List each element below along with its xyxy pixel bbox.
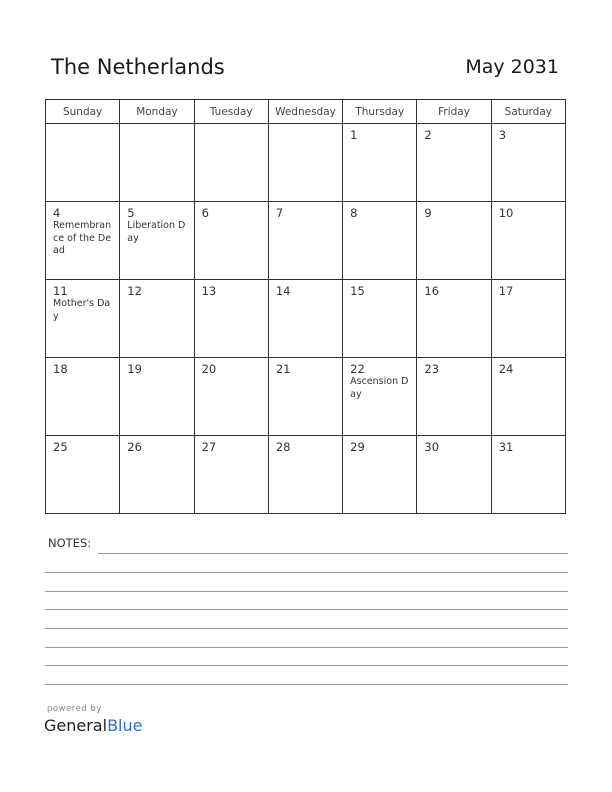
day-cell <box>417 202 491 280</box>
day-number: 3 <box>498 128 507 142</box>
note-line <box>45 665 568 666</box>
note-line <box>45 591 568 592</box>
day-cell <box>417 436 491 514</box>
day-cell <box>120 280 194 358</box>
calendar-month: May 2031 <box>465 56 559 78</box>
day-cell <box>194 358 268 436</box>
day-cell <box>417 124 491 202</box>
day-cell <box>46 436 120 514</box>
weekday-tuesday: Tuesday <box>194 100 268 124</box>
day-cell <box>46 202 120 280</box>
day-number: 28 <box>275 440 291 454</box>
day-number: 11 <box>53 284 68 298</box>
day-cell <box>417 358 491 436</box>
day-number: 7 <box>275 206 284 220</box>
day-number: 15 <box>350 284 365 298</box>
day-cell <box>120 358 194 436</box>
holiday-label: Remembrance of the Dead <box>53 220 112 256</box>
day-cell <box>268 124 342 202</box>
day-number: 8 <box>350 206 358 220</box>
day-number: 24 <box>498 362 514 376</box>
day-cell <box>343 124 417 202</box>
note-line <box>98 553 568 554</box>
day-cell <box>194 124 268 202</box>
day-number: 10 <box>498 206 514 220</box>
day-number: 6 <box>201 206 209 220</box>
weekday-monday: Monday <box>120 100 194 124</box>
day-number: 14 <box>275 284 291 298</box>
day-cell <box>120 436 194 514</box>
day-number: 27 <box>201 440 217 454</box>
day-number: 21 <box>275 362 291 376</box>
day-cell <box>46 124 120 202</box>
week-row <box>46 202 566 280</box>
day-number: 1 <box>350 128 358 142</box>
day-cell <box>491 202 565 280</box>
day-cell <box>268 202 342 280</box>
holiday-label: Liberation Day <box>127 220 186 244</box>
day-number: 13 <box>201 284 217 298</box>
weekday-sunday: Sunday <box>46 100 120 124</box>
weekday-header-row <box>46 100 566 124</box>
day-number: 4 <box>53 206 61 220</box>
day-number: 9 <box>424 206 432 220</box>
day-number: 12 <box>127 284 142 298</box>
day-number: 31 <box>498 440 514 454</box>
calendar-grid <box>45 99 566 514</box>
day-number: 22 <box>350 362 365 376</box>
note-line <box>45 684 568 685</box>
day-cell <box>46 280 120 358</box>
day-cell <box>417 280 491 358</box>
day-number: 30 <box>424 440 440 454</box>
brand-blue: Blue <box>107 716 143 735</box>
day-number: 23 <box>424 362 440 376</box>
week-row <box>46 358 566 436</box>
day-cell <box>194 280 268 358</box>
day-cell <box>491 280 565 358</box>
week-row <box>46 436 566 514</box>
weekday-thursday: Thursday <box>343 100 417 124</box>
week-row <box>46 124 566 202</box>
day-cell <box>268 436 342 514</box>
day-cell <box>343 436 417 514</box>
day-number: 5 <box>127 206 135 220</box>
day-cell <box>194 202 268 280</box>
weekday-wednesday: Wednesday <box>268 100 342 124</box>
day-cell <box>491 436 565 514</box>
day-number: 29 <box>350 440 365 454</box>
day-number: 25 <box>53 440 68 454</box>
calendar-title: The Netherlands <box>51 55 225 79</box>
day-cell <box>343 202 417 280</box>
day-number: 17 <box>498 284 514 298</box>
day-number: 20 <box>201 362 217 376</box>
day-cell <box>120 202 194 280</box>
day-cell <box>343 358 417 436</box>
day-cell <box>343 280 417 358</box>
brand-general: General <box>44 716 108 735</box>
week-row <box>46 280 566 358</box>
day-cell <box>194 436 268 514</box>
day-cell <box>268 280 342 358</box>
day-number: 2 <box>424 128 432 142</box>
day-cell <box>268 358 342 436</box>
note-line <box>45 572 568 573</box>
day-number: 19 <box>127 362 142 376</box>
day-number: 18 <box>53 362 68 376</box>
day-cell <box>491 358 565 436</box>
note-line <box>45 628 568 629</box>
weekday-friday: Friday <box>417 100 491 124</box>
day-cell <box>491 124 565 202</box>
day-number: 16 <box>424 284 440 298</box>
weekday-saturday: Saturday <box>491 100 565 124</box>
day-cell <box>120 124 194 202</box>
powered-by-text: powered by <box>47 704 102 714</box>
holiday-label: Mother's Day <box>53 298 111 322</box>
notes-label: NOTES: <box>48 536 92 550</box>
generalblue-logo <box>44 716 142 735</box>
holiday-label: Ascension Day <box>350 376 409 400</box>
day-cell <box>46 358 120 436</box>
note-line <box>45 647 568 648</box>
day-number: 26 <box>127 440 142 454</box>
note-line <box>45 609 568 610</box>
